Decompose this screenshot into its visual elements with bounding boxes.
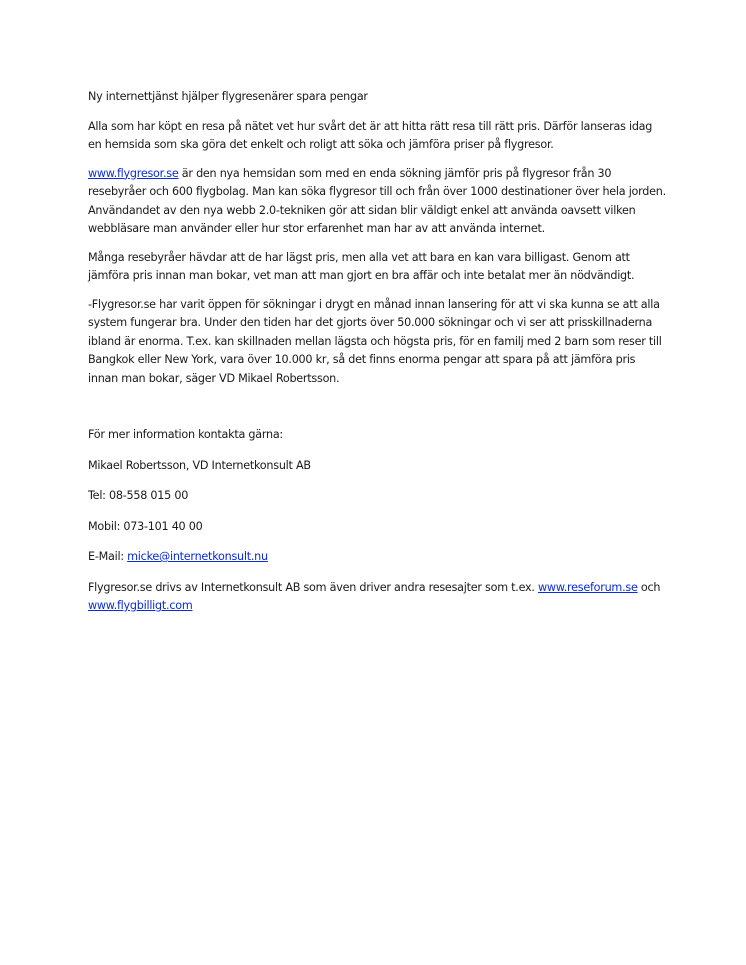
document-title: Ny internettjänst hjälper flygresenärer spara pengar [88, 90, 368, 103]
reseforum-link[interactable]: www.reseforum.se [538, 580, 638, 594]
footer-text: Flygresor.se drivs av Internetkonsult AB som även driver andra resesajter som t.ex. [88, 580, 539, 594]
intro-paragraph: Alla som har köpt en resa på nätet vet hur svårt det är att hitta rätt resa till rätt pris. Därför lanseras idag en hemsida som ska göra det enkelt och roligt att söka och jämföra priser på flygresor. [88, 119, 653, 151]
footer-paragraph [88, 579, 668, 616]
quote-paragraph: -Flygresor.se har varit öppen för sökningar i drygt en månad innan lansering för att vi ska kunna se att alla system fungerar bra. Under den tiden har det gjorts över 50.000 sökningar och vi ser att prisskillnaderna ibland är enorma. T.ex. kan skillnaden mellan lägsta och högsta pris, för en familj med 2 barn som reser till Bangkok eller New York, vara över 10.000 kr, så det finns enorma pengar att spara på att jämföra pris innan man bokar, säger VD Mikael Robertsson. [88, 297, 662, 385]
contact-tel: Tel: 08-558 015 00 [88, 489, 189, 502]
footer-conjunction: och [637, 580, 661, 594]
email-link[interactable]: micke@internetkonsult.nu [127, 550, 268, 563]
description-paragraph [88, 165, 668, 239]
flygbilligt-link[interactable]: www.flygbilligt.com [88, 599, 193, 612]
contact-heading: För mer information kontakta gärna: [88, 428, 283, 441]
pricing-paragraph: Många resebyråer hävdar att de har lägst pris, men alla vet att bara en kan vara billigast. Genom att jämföra pris innan man bokar, vet man att man gjort en bra affär och inte betalat mer än nödvändigt. [88, 250, 635, 282]
contact-mobile: Mobil: 073-101 40 00 [88, 519, 203, 533]
section-spacer [88, 398, 668, 426]
flygresor-link[interactable]: www.flygresor.se [88, 166, 179, 180]
contact-email [88, 548, 668, 567]
description-text: är den nya hemsidan som med en enda sökning jämför pris på flygresor från 30 resebyråer och 600 flygbolag. Man kan söka flygresor till och från över 1000 destinationer över hela jorden. Användandet av den nya webb 2.0-tekniken gör att sidan blir väldigt enkel att använda oavsett vilken webbläsare man använder eller hur stor erfarenhet man har av att använda internet. [88, 166, 666, 235]
document-page [88, 88, 668, 626]
email-label: E-Mail: [88, 550, 128, 563]
contact-name: Mikael Robertsson, VD Internetkonsult AB [88, 458, 311, 472]
